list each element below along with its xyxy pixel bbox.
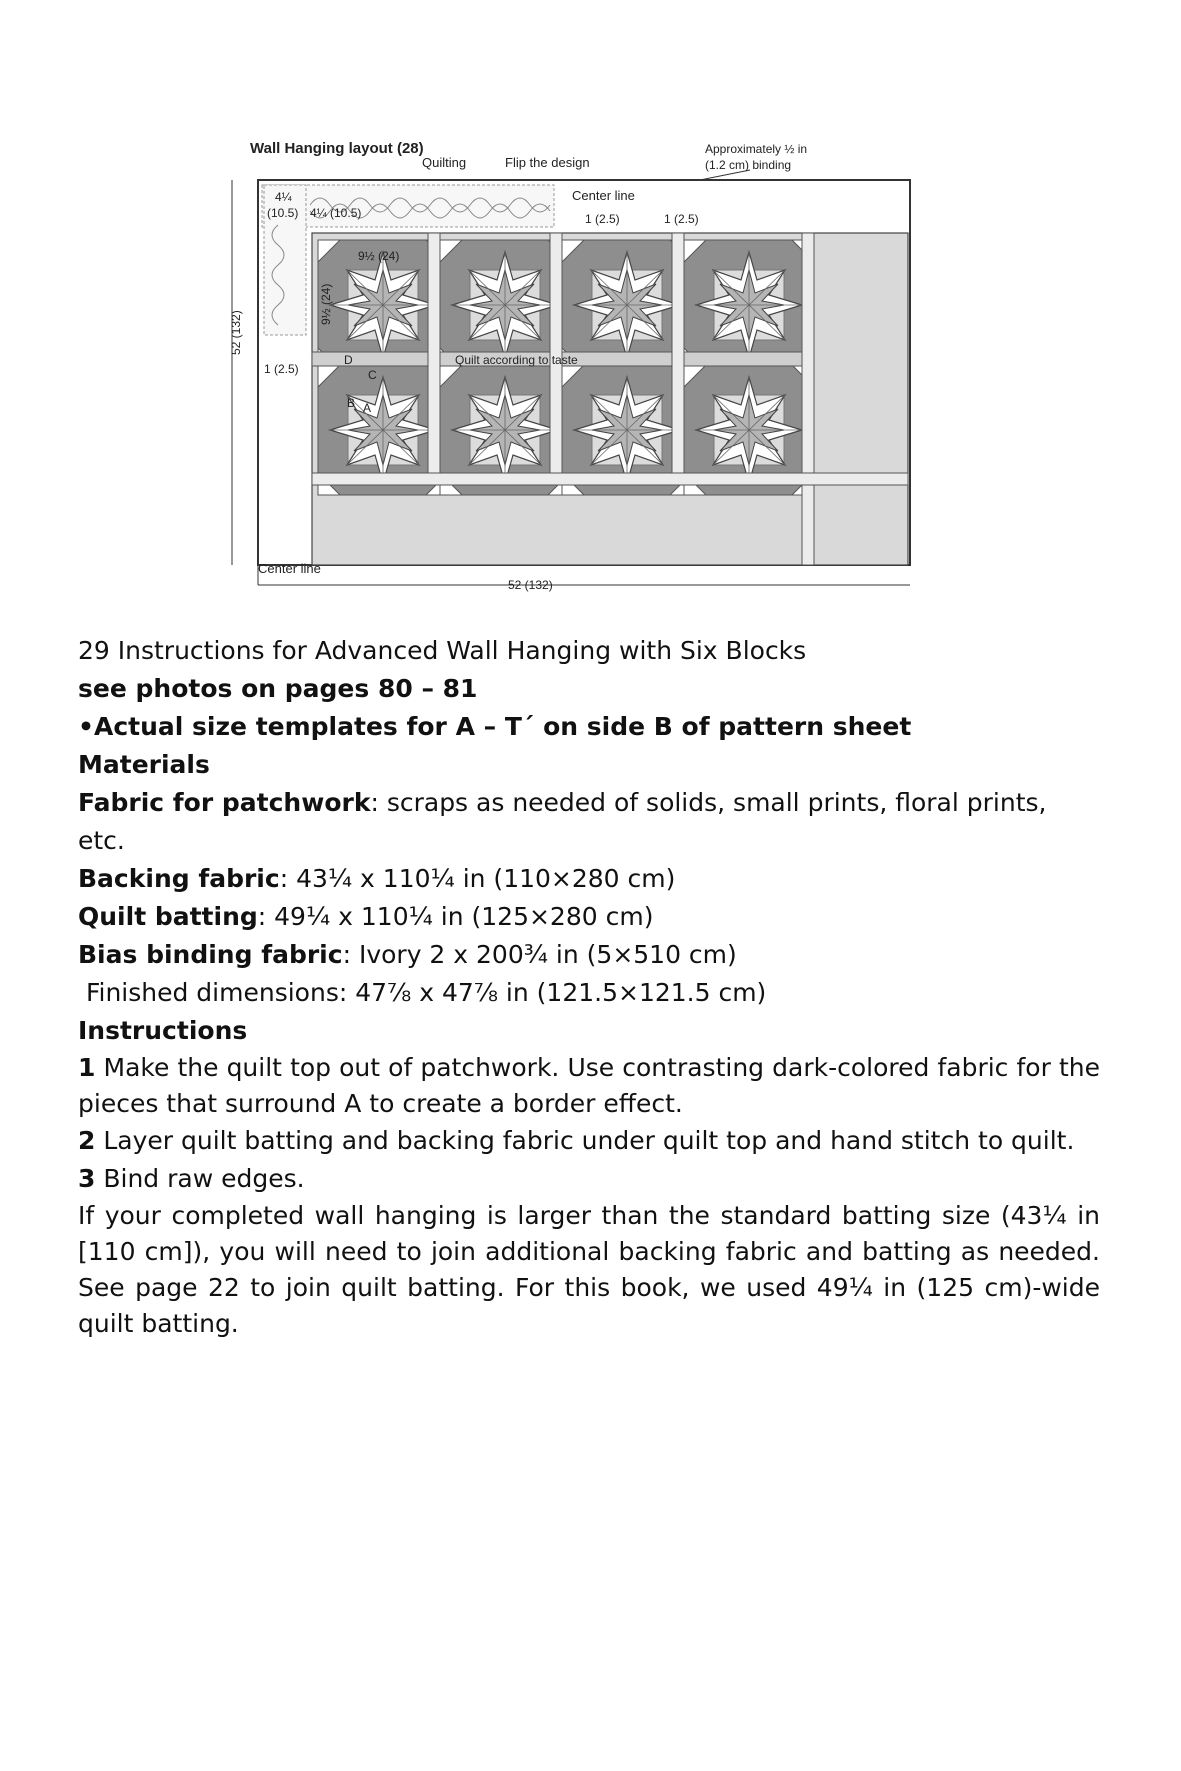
finished-dimensions: Finished dimensions: 47⅞ x 47⅞ in (121.5×121.5 cm): [78, 978, 767, 1007]
instructions-text: [78, 632, 1100, 1342]
piece-label-b: B: [347, 396, 356, 410]
sashing-strip: [672, 233, 684, 473]
sashing-label-2: 1 (2.5): [664, 212, 699, 226]
sashing-strip: [312, 473, 908, 485]
block-height-label: 9½ (24): [319, 283, 333, 325]
material-item: Fabric for patchwork: scraps as needed of solids, small prints, floral prints, etc.: [78, 788, 1047, 855]
sashing-strip: [802, 233, 814, 565]
batting-note: If your completed wall hanging is larger than the standard batting size (43¼ in [110 cm]), you will need to join additional backing fabric and batting as needed. See page 22 to join quilt batting. For this book, we used 49¼ in (125 cm)-wide quilt batting.: [78, 1201, 1100, 1338]
instructions-heading: Instructions: [78, 1016, 248, 1045]
border-width-cm-label: (10.5): [267, 206, 299, 220]
materials-heading: Materials: [78, 750, 210, 779]
instruction-step: 2 Layer quilt batting and backing fabric under quilt top and hand stitch to quilt.: [78, 1126, 1075, 1155]
quilting-label: Quilting: [422, 155, 467, 170]
height-label: 52 (132): [229, 310, 243, 355]
piece-label-c: C: [368, 368, 377, 382]
border-width-label: 4¼: [275, 190, 292, 204]
page-heading: 29 Instructions for Advanced Wall Hanging with Six Blocks: [78, 636, 807, 665]
material-item: Backing fabric: 43¼ x 110¼ in (110×280 cm): [78, 864, 676, 893]
piece-label-d: D: [344, 353, 353, 367]
instruction-step: 3 Bind raw edges.: [78, 1164, 305, 1193]
width-label: 52 (132): [508, 578, 553, 592]
block-width-label: 9½ (24): [358, 249, 400, 263]
sashing-left-label: 1 (2.5): [264, 362, 299, 376]
quilt-block: [684, 240, 814, 370]
sashing-strip: [428, 233, 440, 473]
wall-hanging-layout-diagram: [229, 140, 930, 605]
material-item: Bias binding fabric: Ivory 2 x 200¾ in (5×510 cm): [78, 940, 737, 969]
binding-label-1: Approximately ½ in: [705, 142, 808, 156]
photos-note: see photos on pages 80 – 81: [78, 674, 478, 703]
sashing-label-1: 1 (2.5): [585, 212, 620, 226]
border-height-label: 4¼ (10.5): [310, 206, 362, 220]
center-line-top-label: Center line: [572, 188, 635, 203]
templates-note: •Actual size templates for A – T´ on side B of pattern sheet: [78, 712, 912, 741]
quilt-according-label: Quilt according to taste: [455, 353, 578, 367]
center-line-bottom-label: Center line: [258, 561, 321, 576]
piece-label-a: A: [363, 401, 372, 415]
binding-label-2: (1.2 cm) binding: [705, 158, 792, 172]
flip-design-label: Flip the design: [505, 155, 590, 170]
diagram-title: Wall Hanging layout (28): [250, 140, 424, 157]
material-item: Quilt batting: 49¼ x 110¼ in (125×280 cm): [78, 902, 654, 931]
instruction-step: 1 Make the quilt top out of patchwork. Use contrasting dark-colored fabric for the pieces that surround A to create a border effect.: [78, 1053, 1100, 1118]
